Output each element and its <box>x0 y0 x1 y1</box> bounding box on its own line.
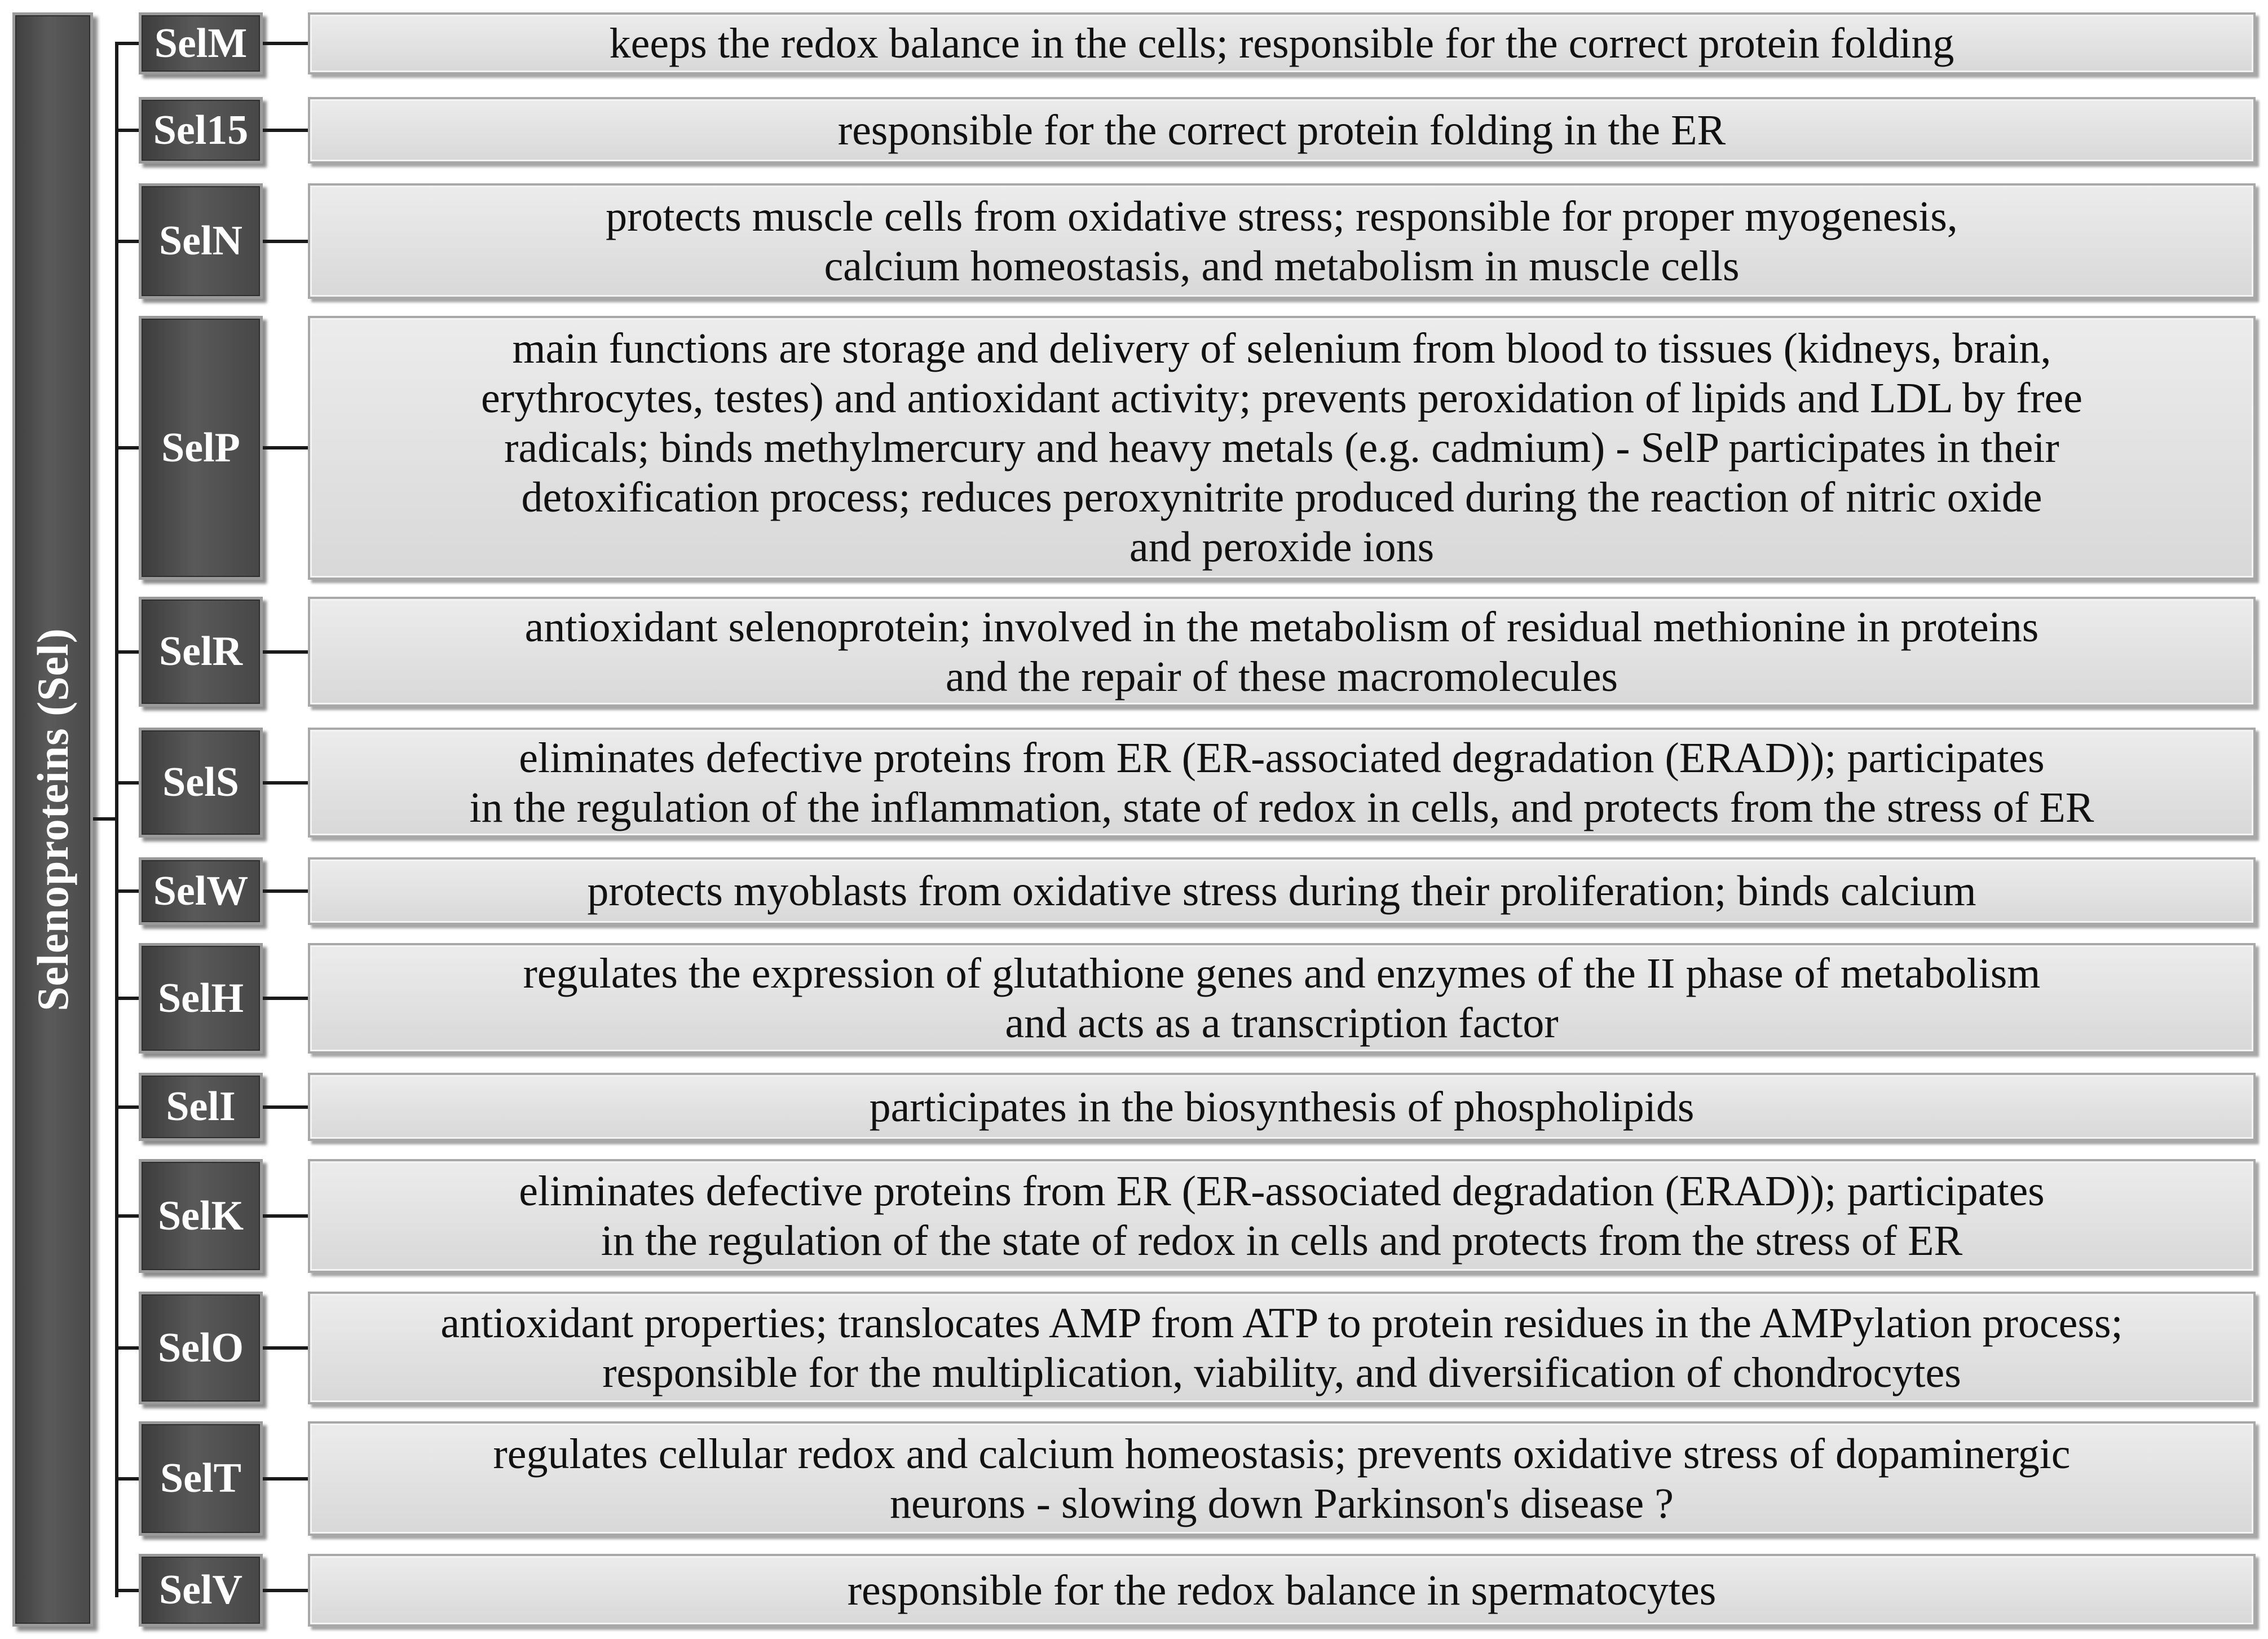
protein-code-box <box>139 316 263 580</box>
branch-connector <box>115 1105 140 1109</box>
protein-description-text: protects myoblasts from oxidative stress during their proliferation; binds calcium <box>587 867 1976 915</box>
protein-description-box <box>308 1292 2256 1404</box>
protein-code-label: SelK <box>157 1192 244 1239</box>
protein-description-text: eliminates defective proteins from ER (ER-associated degradation (ERAD)); participates in the regulation of the state of redox in cells and protects from the stress of ER <box>519 1167 2045 1265</box>
description-connector <box>263 129 308 132</box>
protein-description-text: responsible for the redox balance in spermatocytes <box>847 1566 1717 1614</box>
root-box <box>12 12 93 1627</box>
branch-connector <box>115 42 140 45</box>
description-connector <box>263 650 308 654</box>
protein-code-label: SelI <box>166 1083 236 1130</box>
protein-code-label: SelS <box>162 759 239 805</box>
protein-code-box <box>139 1292 263 1404</box>
protein-description-text: responsible for the correct protein folding in the ER <box>837 107 1726 154</box>
branch-connector <box>115 1214 140 1218</box>
protein-code-label: SelV <box>159 1567 242 1613</box>
protein-description-text: eliminates defective proteins from ER (ER-associated degradation (ERAD)); participates in the regulation of the inflammation, state of redox in cells, and protects from the stress of ER <box>469 734 2094 831</box>
branch-connector <box>115 240 140 243</box>
description-connector <box>263 1105 308 1109</box>
protein-code-box <box>139 943 263 1054</box>
protein-description-box <box>308 1159 2256 1273</box>
protein-code-label: SelN <box>159 218 242 264</box>
protein-description-text: regulates cellular redox and calcium homeostasis; prevents oxidative stress of dopaminergic neurons - slowing down Parkinson's disease ? <box>493 1430 2071 1527</box>
protein-description-text: participates in the biosynthesis of phospholipids <box>869 1083 1695 1131</box>
protein-code-label: SelM <box>154 20 248 67</box>
protein-description-box <box>308 316 2256 580</box>
protein-description-text: regulates the expression of glutathione genes and enzymes of the II phase of metabolism and acts as a transcription factor <box>523 950 2041 1047</box>
protein-description-box <box>308 857 2256 925</box>
protein-description-box <box>308 97 2256 164</box>
protein-code-box <box>139 97 263 164</box>
protein-description-text: protects muscle cells from oxidative stress; responsible for proper myogenesis, calcium homeostasis, and metabolism in muscle cells <box>606 192 1958 290</box>
branch-connector <box>115 650 140 654</box>
description-connector <box>263 997 308 1000</box>
protein-description-box <box>308 1073 2256 1141</box>
protein-description-box <box>308 1554 2256 1627</box>
branch-connector <box>115 446 140 450</box>
protein-code-box <box>139 12 263 74</box>
protein-code-box <box>139 1421 263 1536</box>
protein-code-label: Sel15 <box>153 107 249 153</box>
branch-connector <box>115 889 140 893</box>
protein-description-box <box>308 728 2256 838</box>
branch-connector <box>115 997 140 1000</box>
protein-code-label: SelO <box>157 1324 244 1371</box>
branch-connector <box>115 781 140 785</box>
protein-description-box <box>308 1421 2256 1536</box>
protein-description-text: antioxidant properties; translocates AMP from ATP to protein residues in the AMPylation process; responsible for the multiplication, viability, and diversification of chondrocytes <box>440 1299 2123 1396</box>
protein-code-box <box>139 1554 263 1627</box>
protein-code-box <box>139 183 263 299</box>
description-connector <box>263 1477 308 1481</box>
branch-connector <box>115 1589 140 1592</box>
protein-code-box <box>139 728 263 838</box>
protein-code-box <box>139 1073 263 1141</box>
protein-code-box <box>139 1159 263 1273</box>
trunk-line <box>115 43 118 1597</box>
protein-code-label: SelT <box>160 1455 241 1501</box>
protein-code-label: SelH <box>157 975 244 1021</box>
protein-description-box <box>308 597 2256 707</box>
protein-code-label: SelP <box>161 424 240 471</box>
protein-description-text: main functions are storage and delivery of selenium from blood to tissues (kidneys, brain, erythrocytes, testes) and antioxidant activity; prevents peroxidation of lipids and LDL by free radicals; binds methylmercury and heavy metals (e.g. cadmium) - SelP participates in their detoxification process; reduces peroxynitrite produced during the reaction of nitric oxide and peroxide ions <box>480 325 2083 571</box>
description-connector <box>263 781 308 785</box>
description-connector <box>263 1346 308 1350</box>
root-label: Selenoproteins (Sel) <box>28 628 77 1011</box>
protein-description-box <box>308 943 2256 1054</box>
protein-description-text: antioxidant selenoprotein; involved in the metabolism of residual methionine in proteins and the repair of these macromolecules <box>524 603 2039 700</box>
protein-description-text: keeps the redox balance in the cells; responsible for the correct protein folding <box>609 20 1954 67</box>
branch-connector <box>115 1477 140 1481</box>
protein-description-box <box>308 12 2256 74</box>
branch-connector <box>115 1346 140 1350</box>
protein-description-box <box>308 183 2256 299</box>
protein-code-label: SelW <box>153 867 249 914</box>
protein-code-box <box>139 857 263 925</box>
description-connector <box>263 42 308 45</box>
protein-code-label: SelR <box>159 628 242 675</box>
description-connector <box>263 1214 308 1218</box>
protein-code-box <box>139 597 263 707</box>
description-connector <box>263 889 308 893</box>
branch-connector <box>115 129 140 132</box>
description-connector <box>263 240 308 243</box>
description-connector <box>263 1589 308 1592</box>
description-connector <box>263 446 308 450</box>
